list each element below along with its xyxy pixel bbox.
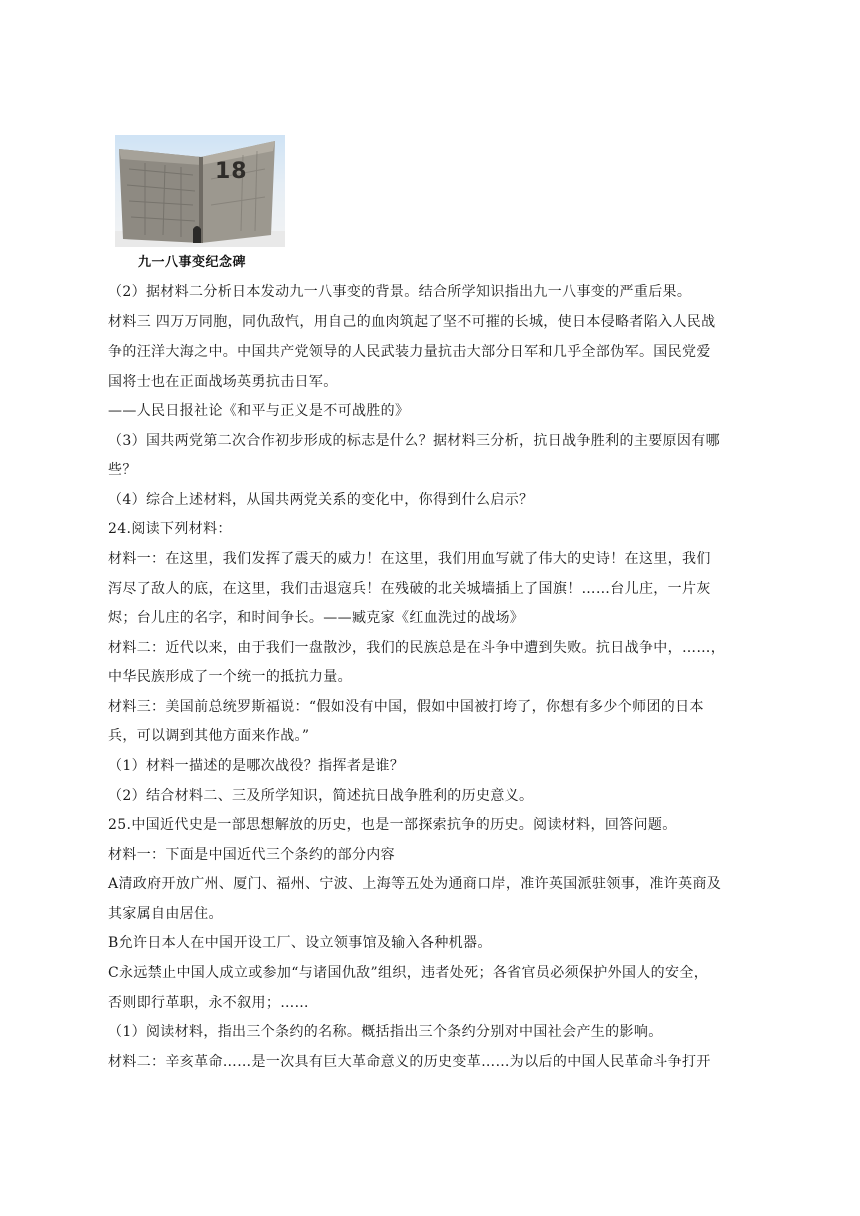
monument-photo <box>115 135 285 247</box>
question-4-text: （4）综合上述材料，从国共两党关系的变化中，你得到什么启示？ <box>108 492 534 508</box>
q24-material-3-line-2: 兵，可以调到其他方面来作战。” <box>108 728 310 744</box>
material-3-source: ——人民日报社论《和平与正义是不可战胜的》 <box>108 403 410 419</box>
q24-material-3-line-1: 材料三：美国前总统罗斯福说：“假如没有中国，假如中国被打垮了，你想有多少个师团的日本 <box>108 699 704 715</box>
treaty-a-line-2: 其家属自由居住。 <box>108 906 223 922</box>
q25-question-1: （1）阅读材料，指出三个条约的名称。概括指出三个条约分别对中国社会产生的影响。 <box>108 1024 663 1040</box>
treaty-a-line-1: A清政府开放广州、厦门、福州、宁波、上海等五处为通商口岸，准许英国派驻领事，准许英商及 <box>108 876 722 892</box>
treaty-c-line-1: C永远禁止中国人成立或参加“与诸国仇敌”组织，违者处死；各省官员必须保护外国人的安全， <box>108 965 709 981</box>
q24-question-1: （1）材料一描述的是哪次战役？指挥者是谁？ <box>108 758 405 774</box>
q24-material-1-line-1: 材料一：在这里，我们发挥了震天的威力！在这里，我们用血写就了伟大的史诗！在这里，我们 <box>108 551 711 567</box>
q24-material-1-line-2: 泻尽了敌人的底，在这里，我们击退寇兵！在残破的北关城墙插上了国旗！……台儿庄，一片灰 <box>108 581 711 597</box>
q25-material-2-line-1: 材料二：辛亥革命……是一次具有巨大革命意义的历史变革……为以后的中国人民革命斗争打开 <box>108 1054 711 1070</box>
treaty-b-text: B允许日本人在中国开设工厂、设立领事馆及输入各种机器。 <box>108 935 492 951</box>
q24-material-2-line-1: 材料二：近代以来，由于我们一盘散沙，我们的民族总是在斗争中遭到失败。抗日战争中，……， <box>108 640 726 656</box>
monument-number: 18 <box>215 159 248 184</box>
question-2-text: （2）据材料二分析日本发动九一八事变的背景。结合所学知识指出九一八事变的严重后果。 <box>108 284 692 300</box>
question-24-heading: 24.阅读下列材料： <box>108 521 232 537</box>
monument-illustration <box>115 135 285 247</box>
material-3-line-3: 国将士也在正面战场英勇抗击日军。 <box>108 374 338 390</box>
q25-material-1-intro: 材料一：下面是中国近代三个条约的部分内容 <box>108 847 395 863</box>
q24-question-2: （2）结合材料二、三及所学知识，简述抗日战争胜利的历史意义。 <box>108 788 534 804</box>
material-3-line-1: 材料三 四万万同胞，同仇敌忾，用自己的血肉筑起了坚不可摧的长城，使日本侵略者陷入人民战 <box>108 314 716 330</box>
q24-material-2-line-2: 中华民族形成了一个统一的抵抗力量。 <box>108 669 352 685</box>
question-3-line-2: 些？ <box>108 462 137 478</box>
question-3-line-1: （3）国共两党第二次合作初步形成的标志是什么？据材料三分析，抗日战争胜利的主要原因有哪 <box>108 433 720 449</box>
figure-caption: 九一八事变纪念碑 <box>138 255 247 270</box>
q24-material-1-line-3: 烬；台儿庄的名字，和时间争长。——臧克家《红血洗过的战场》 <box>108 610 525 626</box>
material-3-line-2: 争的汪洋大海之中。中国共产党领导的人民武装力量抗击大部分日军和几乎全部伪军。国民党爱 <box>108 344 711 360</box>
question-25-heading: 25.中国近代史是一部思想解放的历史，也是一部探索抗争的历史。阅读材料，回答问题。 <box>108 817 677 833</box>
treaty-c-line-2: 否则即行革职，永不叙用；…… <box>108 995 309 1011</box>
monument-figure <box>115 135 285 269</box>
